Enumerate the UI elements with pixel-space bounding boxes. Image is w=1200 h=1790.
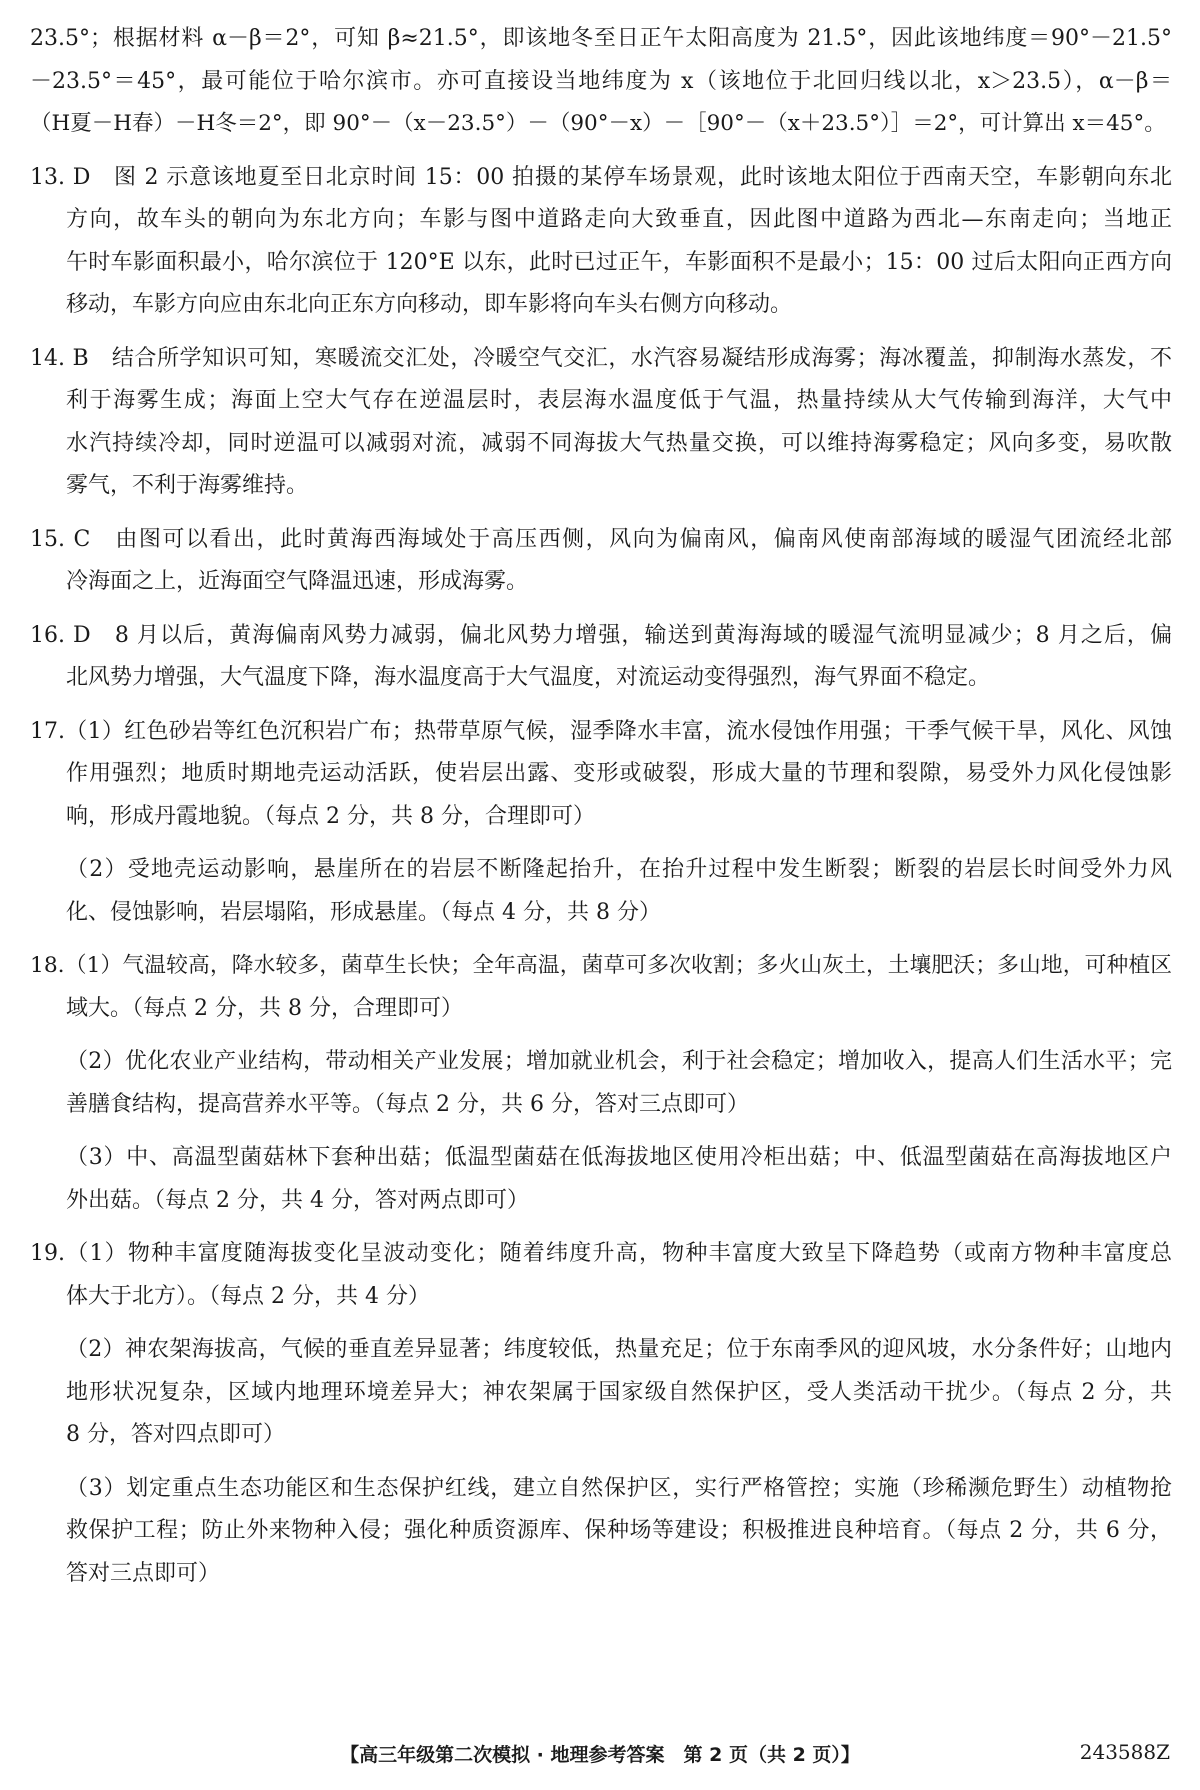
page-footer xyxy=(0,1740,1200,1772)
text-line: （2）受地壳运动影响，悬崖所在的岩层不断隆起抬升，在抬升过程中发生断裂；断裂的岩层长时间受外力风 xyxy=(66,857,1172,882)
answer-q14 xyxy=(30,338,1172,508)
text-line: 域大。（每点 2 分，共 8 分，合理即可） xyxy=(66,995,463,1021)
text-line: 18.（1）气温较高，降水较多，菌草生长快；全年高温，菌草可多次收割；多火山灰土，土壤肥沃；多山地，可种植区 xyxy=(30,953,1172,978)
text-line: 23.5°；根据材料 α－β＝2°，可知 β≈21.5°，即该地冬至日正午太阳高度为 21.5°，因此该地纬度＝90°－21.5° xyxy=(30,26,1172,51)
answer-q19-part2 xyxy=(30,1329,1172,1457)
answer-q13 xyxy=(30,157,1172,327)
text-line: 作用强烈；地质时期地壳运动活跃，使岩层出露、变形或破裂，形成大量的节理和裂隙，易受外力风化侵蚀影 xyxy=(66,761,1172,786)
answer-q12-continued xyxy=(30,18,1172,146)
text-line: 救保护工程；防止外来物种入侵；强化种质资源库、保种场等建设；积极推进良种培育。（每点 2 分，共 6 分， xyxy=(66,1518,1172,1543)
text-line: 化、侵蚀影响，岩层塌陷，形成悬崖。（每点 4 分，共 8 分） xyxy=(66,899,661,925)
text-line: （H夏－H春）－H冬＝2°，即 90°－（x－23.5°）－（90°－x）－［90°－（x＋23.5°）］＝2°，可计算出 x＝45°。 xyxy=(30,111,1166,136)
answer-q16 xyxy=(30,615,1172,700)
footer-title: 【高三年级第二次模拟 · 地理参考答案 第 2 页（共 2 页）】 xyxy=(340,1744,860,1766)
answer-q18-part3 xyxy=(30,1137,1172,1222)
text-line: 外出菇。（每点 2 分，共 4 分，答对两点即可） xyxy=(66,1187,529,1213)
text-line: 午时车影面积最小，哈尔滨位于 120°E 以东，此时已过正午，车影面积不是最小；15：00 过后太阳向正西方向 xyxy=(66,249,1172,275)
answer-page xyxy=(30,18,1172,1595)
text-line: 14. B 结合所学知识可知，寒暖流交汇处，冷暖空气交汇，水汽容易凝结形成海雾；海冰覆盖，抑制海水蒸发，不 xyxy=(30,345,1172,371)
answer-q18-part2 xyxy=(30,1041,1172,1126)
answer-q17-part2 xyxy=(30,849,1172,934)
text-line: 冷海面之上，近海面空气降温迅速，形成海雾。 xyxy=(66,569,529,594)
text-line: 19.（1）物种丰富度随海拔变化呈波动变化；随着纬度升高，物种丰富度大致呈下降趋势（或南方物种丰富度总 xyxy=(30,1241,1172,1266)
answer-q19-part1 xyxy=(30,1233,1172,1318)
text-line: 北风势力增强，大气温度下降，海水温度高于大气温度，对流运动变得强烈，海气界面不稳定。 xyxy=(66,665,991,690)
answer-q18-part1 xyxy=(30,945,1172,1030)
answer-q15 xyxy=(30,519,1172,604)
text-line: 13. D 图 2 示意该地夏至日北京时间 15：00 拍摄的某停车场景观，此时该地太阳位于西南天空，车影朝向东北 xyxy=(30,164,1172,190)
answer-q17-part1 xyxy=(30,711,1172,839)
text-line: （3）划定重点生态功能区和生态保护红线，建立自然保护区，实行严格管控；实施（珍稀濒危野生）动植物抢 xyxy=(66,1475,1172,1501)
text-line: 地形状况复杂，区域内地理环境差异大；神农架属于国家级自然保护区，受人类活动干扰少。（每点 2 分，共 xyxy=(66,1379,1172,1405)
text-line: 16. D 8 月以后，黄海偏南风势力减弱，偏北风势力增强，输送到黄海海域的暖湿气流明显减少；8 月之后，偏 xyxy=(30,622,1172,648)
text-line: 答对三点即可） xyxy=(66,1560,221,1586)
text-line: 17.（1）红色砂岩等红色沉积岩广布；热带草原气候，湿季降水丰富，流水侵蚀作用强；干季气候干旱，风化、风蚀 xyxy=(30,718,1172,744)
text-line: 15. C 由图可以看出，此时黄海西海域处于高压西侧，风向为偏南风，偏南风使南部海域的暖湿气团流经北部 xyxy=(30,526,1172,552)
text-line: 水汽持续冷却，同时逆温可以减弱对流，减弱不同海拔大气热量交换，可以维持海雾稳定；风向多变，易吹散 xyxy=(66,430,1172,456)
text-line: （2）优化农业产业结构，带动相关产业发展；增加就业机会，利于社会稳定；增加收入，提高人们生活水平；完 xyxy=(66,1049,1172,1074)
text-line: 响，形成丹霞地貌。（每点 2 分，共 8 分，合理即可） xyxy=(66,803,595,829)
text-line: （2）神农架海拔高，气候的垂直差异显著；纬度较低，热量充足；位于东南季风的迎风坡，水分条件好；山地内 xyxy=(66,1337,1172,1362)
text-line: 移动，车影方向应由东北向正东方向移动，即车影将向车头右侧方向移动。 xyxy=(66,292,793,317)
text-line: 利于海雾生成；海面上空大气存在逆温层时，表层海水温度低于气温，热量持续从大气传输到海洋，大气中 xyxy=(66,388,1172,413)
text-line: －23.5°＝45°，最可能位于哈尔滨市。亦可直接设当地纬度为 x（该地位于北回归线以北，x＞23.5），α－β＝ xyxy=(30,68,1172,94)
text-line: （3）中、高温型菌菇林下套种出菇；低温型菌菇在低海拔地区使用冷柜出菇；中、低温型菌菇在高海拔地区户 xyxy=(66,1145,1172,1170)
text-line: 8 分，答对四点即可） xyxy=(66,1422,285,1447)
text-line: 体大于北方）。（每点 2 分，共 4 分） xyxy=(66,1283,430,1309)
text-line: 善膳食结构，提高营养水平等。（每点 2 分，共 6 分，答对三点即可） xyxy=(66,1091,749,1117)
text-line: 雾气，不利于海雾维持。 xyxy=(66,473,309,498)
document-code: 243588Z xyxy=(1079,1740,1170,1764)
answer-q19-part3 xyxy=(30,1468,1172,1596)
text-line: 方向，故车头的朝向为东北方向；车影与图中道路走向大致垂直，因此图中道路为西北—东南走向；当地正 xyxy=(66,207,1172,232)
